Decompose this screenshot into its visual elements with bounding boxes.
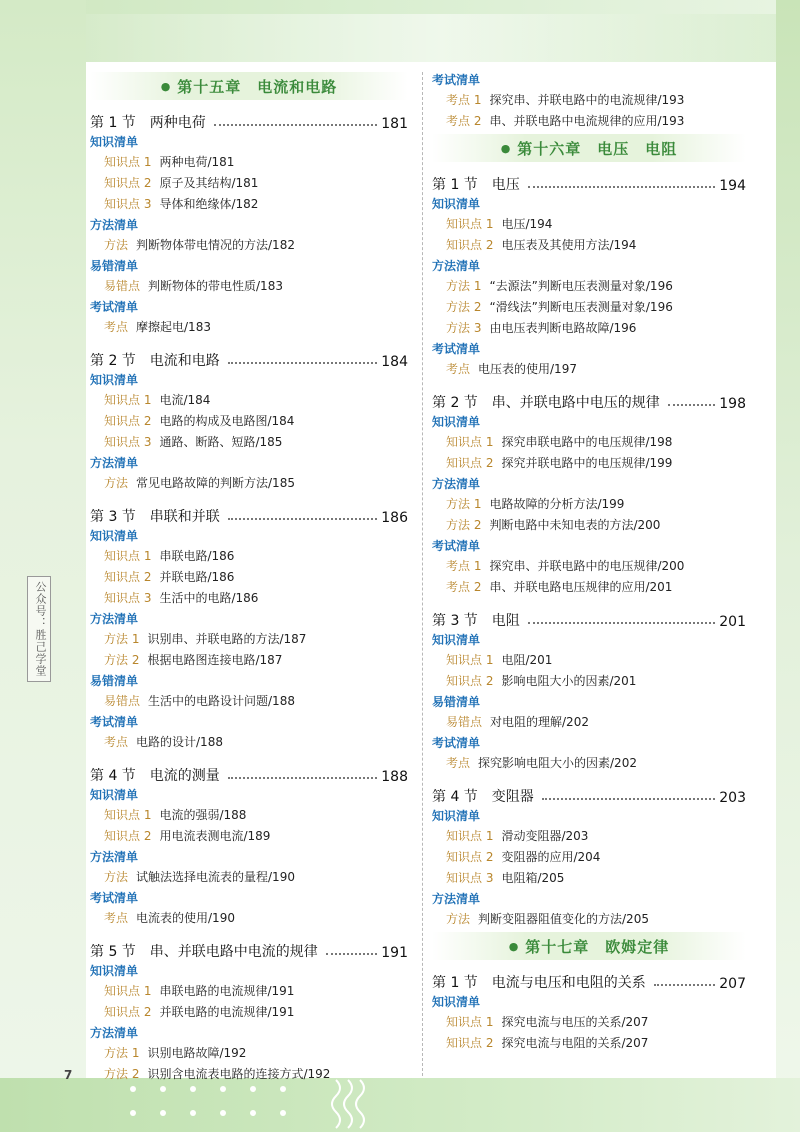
chapter-title: 第十七章 欧姆定律: [525, 937, 670, 956]
toc-item[interactable]: [432, 111, 746, 132]
item-label: 知识点 3: [446, 871, 494, 885]
toc-item[interactable]: [432, 1033, 746, 1054]
item-text: 影响电阻大小的因素/201: [501, 674, 637, 688]
item-text: 摩擦起电/183: [136, 320, 211, 334]
section-page-number: 194: [719, 178, 746, 194]
toc-item[interactable]: [432, 432, 746, 453]
section-page-number: 181: [381, 116, 408, 132]
category-heading: 考试清单: [432, 342, 481, 356]
category-heading: 知识清单: [432, 197, 481, 211]
category-heading: 知识清单: [432, 995, 481, 1009]
section-title: 第 1 节 两种电荷: [90, 115, 206, 131]
toc-item[interactable]: [432, 1012, 746, 1033]
toc-item[interactable]: [90, 567, 408, 588]
category-heading: 知识清单: [90, 964, 139, 978]
section-page-number: 188: [381, 769, 408, 785]
section-page-number: 201: [719, 614, 746, 630]
section-page-number: 207: [719, 976, 746, 992]
item-label: 考点 1: [446, 559, 482, 573]
category-heading: 易错清单: [90, 674, 139, 688]
category-heading: 考试清单: [90, 300, 139, 314]
toc-item[interactable]: [90, 650, 408, 671]
category-heading: 考试清单: [90, 891, 139, 905]
item-label: 考点: [104, 735, 129, 749]
toc-item[interactable]: [432, 847, 746, 868]
toc-item[interactable]: [90, 390, 408, 411]
decorative-dots: [130, 1082, 330, 1122]
category-heading: 知识清单: [90, 373, 139, 387]
item-text: “去源法”判断电压表测量对象/196: [489, 279, 673, 293]
item-label: 知识点 2: [446, 456, 494, 470]
dot-leader: [228, 777, 377, 779]
section-entry[interactable]: [432, 168, 746, 194]
toc-item[interactable]: [90, 981, 408, 1002]
section-title: 第 2 节 串、并联电路中电压的规律: [432, 395, 660, 411]
top-banner-highlight: [0, 14, 800, 62]
item-text: 电路的构成及电路图/184: [159, 414, 295, 428]
category-heading: 知识清单: [90, 135, 139, 149]
dot-leader: [668, 404, 715, 406]
category-heading: 知识清单: [90, 788, 139, 802]
item-text: 识别电路故障/192: [147, 1046, 247, 1060]
item-label: 知识点 2: [446, 238, 494, 252]
toc-item[interactable]: [432, 868, 746, 889]
toc-item[interactable]: [90, 411, 408, 432]
item-label: 知识点 1: [104, 393, 152, 407]
section-entry[interactable]: [90, 759, 408, 785]
toc-item[interactable]: [90, 691, 408, 712]
item-text: 探究并联电路中的电压规律/199: [501, 456, 673, 470]
item-text: 滑动变阻器/203: [501, 829, 589, 843]
category-heading: 知识清单: [432, 415, 481, 429]
item-text: “滑线法”判断电压表测量对象/196: [489, 300, 673, 314]
right-margin-band: [776, 0, 800, 1132]
item-label: 方法 1: [104, 632, 140, 646]
dot-leader: [228, 362, 377, 364]
category-heading: 知识清单: [432, 809, 481, 823]
toc-item[interactable]: [90, 732, 408, 753]
item-text: 电路的设计/188: [136, 735, 223, 749]
item-label: 知识点 2: [104, 414, 152, 428]
bottom-banner: [0, 1078, 800, 1132]
dot-leader: [528, 622, 715, 624]
section-title: 第 1 节 电流与电压和电阻的关系: [432, 975, 646, 991]
item-text: 电阻/201: [501, 653, 553, 667]
item-text: 对电阻的理解/202: [490, 715, 589, 729]
item-label: 方法: [104, 870, 129, 884]
category-heading: 方法清单: [90, 850, 139, 864]
item-text: 并联电路/186: [159, 570, 235, 584]
item-text: 判断电路中未知电表的方法/200: [489, 518, 661, 532]
category-heading: 知识清单: [90, 529, 139, 543]
category-heading: 考试清单: [90, 715, 139, 729]
toc-item[interactable]: [90, 173, 408, 194]
item-label: 知识点 3: [104, 591, 152, 605]
section-entry[interactable]: [432, 386, 746, 412]
bullet-icon: ●: [160, 79, 172, 93]
category-heading: 方法清单: [432, 892, 481, 906]
item-label: 方法 2: [104, 653, 140, 667]
item-text: 两种电荷/181: [159, 155, 235, 169]
item-label: 知识点 3: [104, 435, 152, 449]
item-label: 易错点: [446, 715, 483, 729]
item-label: 易错点: [104, 694, 141, 708]
toc-item[interactable]: [432, 297, 746, 318]
item-label: 知识点 2: [104, 1005, 152, 1019]
item-label: 考点: [104, 911, 129, 925]
item-label: 知识点 1: [104, 808, 152, 822]
item-text: 探究串、并联电路中的电流规律/193: [489, 93, 685, 107]
category-heading: 易错清单: [90, 259, 139, 273]
item-label: 知识点 2: [104, 570, 152, 584]
item-text: 判断物体带电情况的方法/182: [136, 238, 295, 252]
section-entry[interactable]: [432, 604, 746, 630]
category-heading: 考试清单: [432, 539, 481, 553]
item-text: 根据电路图连接电路/187: [147, 653, 283, 667]
item-text: 电流的强弱/188: [159, 808, 247, 822]
category-heading: 方法清单: [90, 218, 139, 232]
item-text: 电压表的使用/197: [478, 362, 577, 376]
item-text: 电路故障的分析方法/199: [489, 497, 625, 511]
toc-item[interactable]: [90, 1043, 408, 1064]
item-text: 串联电路的电流规律/191: [159, 984, 295, 998]
item-text: 导体和绝缘体/182: [159, 197, 259, 211]
toc-item[interactable]: [90, 473, 408, 494]
item-label: 知识点 1: [446, 829, 494, 843]
toc-item[interactable]: [432, 671, 746, 692]
item-label: 知识点 1: [446, 435, 494, 449]
item-text: 探究串、并联电路中的电压规律/200: [489, 559, 685, 573]
item-text: 探究串联电路中的电压规律/198: [501, 435, 673, 449]
section-page-number: 184: [381, 354, 408, 370]
dot-leader: [528, 186, 715, 188]
page-number: 7: [64, 1068, 73, 1082]
item-label: 考点: [104, 320, 129, 334]
item-label: 知识点 1: [104, 155, 152, 169]
item-text: 原子及其结构/181: [159, 176, 259, 190]
section-title: 第 4 节 变阻器: [432, 789, 534, 805]
item-label: 考点 2: [446, 580, 482, 594]
toc-item[interactable]: [90, 317, 408, 338]
item-label: 知识点 3: [104, 197, 152, 211]
category-heading: 方法清单: [90, 612, 139, 626]
toc-item[interactable]: [90, 235, 408, 256]
toc-item[interactable]: [90, 629, 408, 650]
toc-item[interactable]: [90, 805, 408, 826]
toc-item[interactable]: [90, 588, 408, 609]
item-label: 方法 1: [446, 279, 482, 293]
item-label: 考点 1: [446, 93, 482, 107]
category-heading: 考试清单: [432, 73, 481, 87]
section-title: 第 4 节 电流的测量: [90, 768, 220, 784]
category-heading: 方法清单: [90, 1026, 139, 1040]
section-page-number: 191: [381, 945, 408, 961]
toc-item[interactable]: [432, 712, 746, 733]
chapter-heading: [90, 72, 408, 100]
category-heading: 方法清单: [432, 477, 481, 491]
chapter-heading: [432, 932, 746, 960]
item-text: 电压表及其使用方法/194: [501, 238, 637, 252]
item-text: 探究电流与电压的关系/207: [501, 1015, 649, 1029]
toc-item[interactable]: [90, 867, 408, 888]
item-label: 易错点: [104, 279, 141, 293]
toc-item[interactable]: [432, 453, 746, 474]
toc-item[interactable]: [90, 152, 408, 173]
toc-item[interactable]: [90, 546, 408, 567]
item-label: 知识点 2: [446, 850, 494, 864]
section-page-number: 186: [381, 510, 408, 526]
item-label: 方法 2: [446, 518, 482, 532]
item-label: 方法 2: [446, 300, 482, 314]
toc-item[interactable]: [90, 194, 408, 215]
item-text: 探究影响电阻大小的因素/202: [478, 756, 637, 770]
item-label: 知识点 1: [446, 653, 494, 667]
section-entry[interactable]: [432, 780, 746, 806]
chapter-heading: [432, 134, 746, 162]
item-text: 用电流表测电流/189: [159, 829, 271, 843]
item-label: 方法 1: [104, 1046, 140, 1060]
bullet-icon: ●: [500, 141, 512, 155]
dot-leader: [654, 984, 715, 986]
item-label: 方法: [104, 238, 129, 252]
item-label: 考点: [446, 756, 471, 770]
toc-item[interactable]: [432, 515, 746, 536]
item-label: 知识点 1: [104, 549, 152, 563]
section-entry[interactable]: [90, 344, 408, 370]
item-label: 方法 1: [446, 497, 482, 511]
toc-item[interactable]: [432, 826, 746, 847]
section-title: 第 5 节 串、并联电路中电流的规律: [90, 944, 318, 960]
item-text: 由电压表判断电路故障/196: [489, 321, 637, 335]
item-label: 知识点 2: [446, 1036, 494, 1050]
side-label: 公众号：胜己学堂: [27, 576, 51, 682]
item-text: 探究电流与电阻的关系/207: [501, 1036, 649, 1050]
item-text: 电压/194: [501, 217, 553, 231]
left-margin-band: [0, 0, 86, 1132]
category-heading: 知识清单: [432, 633, 481, 647]
toc-item[interactable]: [432, 318, 746, 339]
toc-item[interactable]: [432, 909, 746, 930]
item-label: 知识点 2: [104, 829, 152, 843]
item-label: 知识点 2: [104, 176, 152, 190]
section-entry[interactable]: [90, 935, 408, 961]
item-text: 串、并联电路电压规律的应用/201: [489, 580, 673, 594]
item-text: 识别串、并联电路的方法/187: [147, 632, 307, 646]
item-label: 知识点 1: [104, 984, 152, 998]
item-text: 电阻箱/205: [501, 871, 565, 885]
item-text: 通路、断路、短路/185: [159, 435, 283, 449]
item-label: 方法: [446, 912, 471, 926]
item-text: 试触法选择电流表的量程/190: [136, 870, 295, 884]
item-text: 并联电路的电流规律/191: [159, 1005, 295, 1019]
toc-item[interactable]: [90, 1064, 408, 1085]
toc-item[interactable]: [90, 826, 408, 847]
section-title: 第 3 节 电阻: [432, 613, 520, 629]
item-label: 方法 2: [104, 1067, 140, 1081]
section-entry[interactable]: [90, 106, 408, 132]
item-label: 知识点 1: [446, 1015, 494, 1029]
toc-item[interactable]: [90, 1002, 408, 1023]
toc-item[interactable]: [432, 90, 746, 111]
item-label: 知识点 1: [446, 217, 494, 231]
toc-item[interactable]: [432, 556, 746, 577]
bullet-icon: ●: [508, 939, 520, 953]
toc-right-column: [432, 70, 746, 1054]
section-title: 第 1 节 电压: [432, 177, 520, 193]
item-label: 考点: [446, 362, 471, 376]
dot-leader: [214, 124, 377, 126]
item-text: 生活中的电路/186: [159, 591, 259, 605]
section-page-number: 203: [719, 790, 746, 806]
section-title: 第 3 节 串联和并联: [90, 509, 220, 525]
toc-item[interactable]: [432, 577, 746, 598]
toc-item[interactable]: [432, 494, 746, 515]
item-text: 变阻器的应用/204: [501, 850, 601, 864]
item-text: 串、并联电路中电流规律的应用/193: [489, 114, 685, 128]
toc-item[interactable]: [90, 276, 408, 297]
category-heading: 方法清单: [432, 259, 481, 273]
section-title: 第 2 节 电流和电路: [90, 353, 220, 369]
toc-item[interactable]: [432, 359, 746, 380]
item-text: 串联电路/186: [159, 549, 235, 563]
section-entry[interactable]: [90, 500, 408, 526]
item-label: 考点 2: [446, 114, 482, 128]
toc-item[interactable]: [432, 235, 746, 256]
toc-item[interactable]: [432, 276, 746, 297]
toc-item[interactable]: [432, 214, 746, 235]
item-text: 常见电路故障的判断方法/185: [136, 476, 295, 490]
item-text: 识别含电流表电路的连接方式/192: [147, 1067, 331, 1081]
item-text: 电流表的使用/190: [136, 911, 235, 925]
section-entry[interactable]: [432, 966, 746, 992]
item-text: 判断变阻器阻值变化的方法/205: [478, 912, 649, 926]
chapter-title: 第十六章 电压 电阻: [517, 139, 678, 158]
item-label: 知识点 2: [446, 674, 494, 688]
toc-item[interactable]: [432, 753, 746, 774]
dot-leader: [228, 518, 377, 520]
category-heading: 易错清单: [432, 695, 481, 709]
item-label: 方法: [104, 476, 129, 490]
decorative-waves: [330, 1078, 370, 1130]
category-heading: 考试清单: [432, 736, 481, 750]
toc-item[interactable]: [432, 650, 746, 671]
item-label: 方法 3: [446, 321, 482, 335]
column-divider: [422, 72, 423, 1076]
item-text: 电流/184: [159, 393, 211, 407]
category-heading: 方法清单: [90, 456, 139, 470]
toc-item[interactable]: [90, 432, 408, 453]
section-page-number: 198: [719, 396, 746, 412]
toc-item[interactable]: [90, 908, 408, 929]
chapter-title: 第十五章 电流和电路: [177, 77, 338, 96]
item-text: 判断物体的带电性质/183: [148, 279, 283, 293]
dot-leader: [542, 798, 715, 800]
toc-left-column: [90, 70, 408, 1085]
dot-leader: [326, 953, 377, 955]
item-text: 生活中的电路设计问题/188: [148, 694, 295, 708]
